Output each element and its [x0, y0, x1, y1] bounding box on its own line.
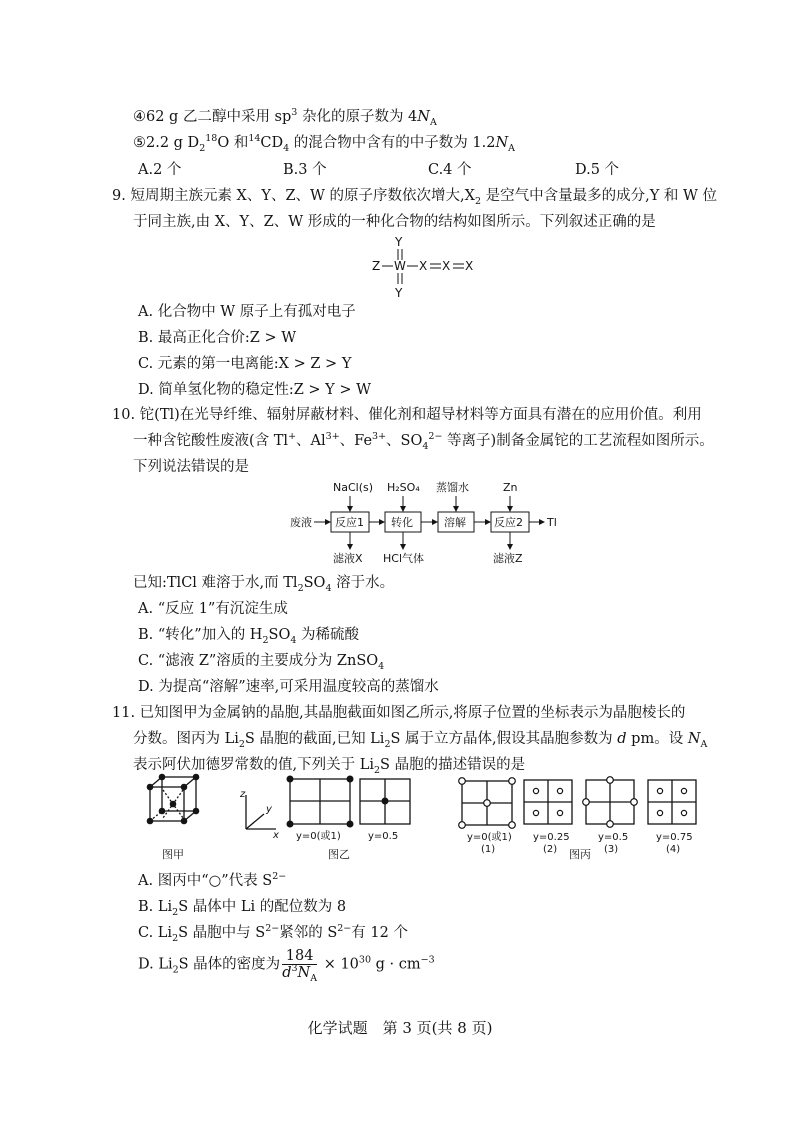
q11-option-c: C. $Li_2S$ 晶胞中与 $S^{2-}$紧邻的 $S^{2-}$有 12 个: [138, 923, 408, 944]
prev-option-d: D.5 个: [575, 162, 620, 178]
q11-option-d: D. $Li_2S$ 晶体的密度为 $\frac{184}{d^3N_A}$ × $10^{30}$ $g \cdot cm^{-3}$: [138, 948, 435, 984]
fig-bing-2: [524, 780, 572, 824]
bing-label-2: y=0.25: [533, 832, 570, 843]
q9-option-a: A. 化合物中 W 原子上有孤对电子: [138, 304, 356, 320]
q10-stem-line3: 下列说法错误的是: [133, 459, 249, 475]
box-dissolve: 溶解: [444, 516, 466, 529]
flow-start: 废液: [290, 516, 312, 529]
prev-option-b: B.3 个: [283, 162, 327, 178]
q10-option-b: B. “转化”加入的 $H_2SO_4$ 为稀硫酸: [138, 627, 359, 646]
density-fraction: $\frac{184}{d^3N_A}$: [282, 948, 318, 984]
input-zn: Zn: [503, 481, 518, 494]
q10-option-a: A. “反应 1”有沉淀生成: [138, 601, 288, 617]
atom-y-bottom: Y: [395, 286, 403, 300]
bing-label-1: y=0(或1): [467, 832, 512, 843]
bing-num-4: (4): [666, 844, 681, 855]
q9-option-d: D. 简单氢化物的稳定性:Z > Y > W: [138, 382, 371, 398]
q10-known: 已知:TlCl 难溶于水,而 $Tl_2SO_4$ 溶于水。: [133, 575, 395, 594]
atom-w: W: [394, 259, 406, 273]
bing-label-3: y=0.5: [598, 832, 629, 843]
bing-num-2: (2): [543, 844, 558, 855]
input-h2so4: H₂SO₄: [387, 481, 420, 494]
atom-x1: X: [419, 259, 428, 273]
output-filtrate-x: 滤液X: [333, 552, 363, 565]
fig-jia-caption: 图甲: [162, 848, 184, 861]
prev-option-c: C.4 个: [428, 162, 472, 178]
input-nacl: NaCl(s): [333, 481, 374, 494]
output-filtrate-z: 滤液Z: [493, 552, 523, 565]
bing-num-1: (1): [481, 844, 496, 855]
q11-stem-line1: 11. 已知图甲为金属钠的晶胞,其晶胞截面如图乙所示,将原子位置的坐标表示为晶胞棱长的: [112, 705, 686, 721]
box-reaction1: 反应1: [335, 516, 364, 529]
q11-option-b: B. $Li_2S$ 晶体中 Li 的配位数为 8: [138, 899, 347, 918]
fig-bing-caption: 图丙: [569, 848, 591, 861]
atom-x2: X: [442, 259, 451, 273]
q10-option-d: D. 为提高“溶解”速率,可采用温度较高的蒸馏水: [138, 679, 439, 695]
q10-option-c: C. “滤液 Z”溶质的主要成分为 ZnSO$_4$: [138, 653, 385, 672]
yi-label-2: y=0.5: [368, 831, 399, 842]
axis-y-label: y: [266, 804, 272, 815]
input-water: 蒸馏水: [436, 481, 469, 494]
yi-label-1: y=0(或1): [296, 831, 341, 842]
q11-option-a: A. 图丙中“○”代表 $S^{2-}$: [138, 871, 287, 889]
bing-label-4: y=0.75: [656, 832, 693, 843]
fig-yi-caption: 图乙: [328, 848, 350, 861]
item-5: ⑤2.2 g $D_2^{18}O$ 和$^{14}CD_4$ 的混合物中含有的中子数为 $1.2N_A$: [133, 133, 516, 154]
axis-x-label: x: [273, 830, 279, 841]
fig-bing-4: [648, 780, 696, 824]
page-footer: 化学试题 第 3 页(共 8 页): [307, 1019, 493, 1037]
item-4: ④62 g 乙二醇中采用 $sp^3$ 杂化的原子数为 $4N_A$: [133, 107, 437, 128]
q9-option-c: C. 元素的第一电离能:X > Z > Y: [138, 356, 352, 372]
q9-stem-line2: 于同主族,由 X、Y、Z、W 形成的一种化合物的结构如图所示。下列叙述正确的是: [133, 214, 656, 230]
box-reaction2: 反应2: [494, 516, 523, 529]
q11-stem-line2: 分数。图丙为 $Li_2S$ 晶胞的截面,已知 $Li_2S$ 属于立方晶体,假设其晶胞参数为 d pm。设 $N_A$: [133, 731, 708, 750]
fig-yi-square1: [290, 779, 350, 824]
atom-y-top: Y: [395, 235, 403, 249]
q9-option-b: B. 最高正化合价:Z > W: [138, 330, 297, 346]
axis-z-label: z: [240, 789, 246, 800]
atom-z: Z: [372, 259, 381, 273]
box-transform: 转化: [391, 516, 413, 529]
q10-stem-line2: 一种含铊酸性废液(含 Tl+、$Al^{3+}$、$Fe^{3+}$、$SO_4^{2-}$ 等离子)制备金属铊的工艺流程如图所示。: [133, 431, 714, 452]
flow-end: Tl: [547, 516, 557, 529]
q9-stem-line1: 9. 短周期主族元素 X、Y、Z、W 的原子序数依次增大$,X_2$ 是空气中含量最多的成分,Y 和 W 位: [112, 188, 718, 207]
prev-option-a: A.2 个: [138, 162, 182, 178]
atom-x3: X: [465, 259, 474, 273]
fig-bing-3: [586, 780, 634, 824]
bing-num-3: (3): [604, 844, 619, 855]
output-hcl-gas: HCl气体: [383, 552, 425, 565]
fig-jia-cube: [150, 777, 196, 821]
q10-stem-line1: 10. 铊(Tl)在光导纤维、辐射屏蔽材料、催化剂和超导材料等方面具有潜在的应用价值。利用: [112, 407, 702, 423]
q11-stem-line3: 表示阿伏加德罗常数的值,下列关于 $Li_2S$ 晶胞的描述错误的是: [133, 757, 526, 776]
